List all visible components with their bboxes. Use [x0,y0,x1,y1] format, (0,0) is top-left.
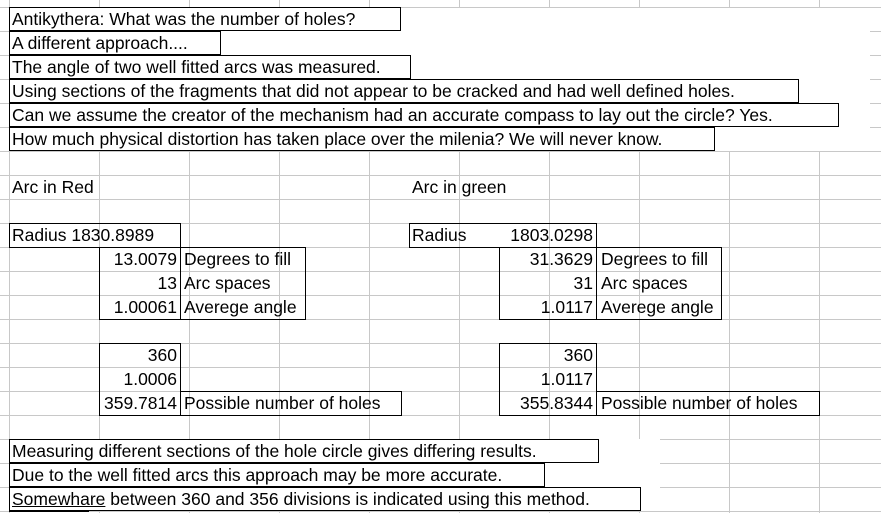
red-spaces-value[interactable]: 13 [157,273,177,293]
green-result-label[interactable]: Possible number of holes [601,393,798,413]
green-radius-label[interactable]: Radius [412,225,467,245]
conclusion-line-3-underlined: Somewhare [12,489,106,509]
red-avg-value[interactable]: 1.00061 [113,297,177,317]
red-result-label[interactable]: Possible number of holes [184,393,381,413]
red-avg-label[interactable]: Averege angle [184,297,297,317]
red-degrees-label[interactable]: Degrees to fill [184,249,291,269]
conclusion-line-3-rest: between 360 and 356 divisions is indicated using this method. [105,489,590,509]
green-degrees-label[interactable]: Degrees to fill [601,249,708,269]
conclusion-line-1[interactable]: Measuring different sections of the hole circle gives differing results. [12,441,537,461]
green-spaces-label[interactable]: Arc spaces [601,273,688,293]
green-full-circle[interactable]: 360 [563,345,593,365]
green-divisor[interactable]: 1.0117 [540,369,593,389]
green-radius-value[interactable]: 1803.0298 [510,225,593,245]
green-degrees-value[interactable]: 31.3629 [529,249,593,269]
red-arc-title[interactable]: Arc in Red [12,177,94,197]
green-arc-title[interactable]: Arc in green [412,177,507,197]
conclusion-line-2[interactable]: Due to the well fitted arcs this approach may be more accurate. [12,465,503,485]
red-full-circle[interactable]: 360 [147,345,177,365]
red-degrees-value[interactable]: 13.0079 [113,249,177,269]
conclusion-line-3[interactable] [12,487,590,511]
intro-line-1[interactable]: Antikythera: What was the number of holes? [12,9,356,29]
green-avg-label[interactable]: Averege angle [601,297,714,317]
green-spaces-value[interactable]: 31 [573,273,593,293]
red-radius[interactable]: Radius 1830.8989 [12,225,155,245]
green-result-value[interactable]: 355.8344 [520,393,593,413]
green-avg-value[interactable]: 1.0117 [540,297,593,317]
intro-line-5[interactable]: Can we assume the creator of the mechanism had an accurate compass to lay out the circle? Yes. [12,105,773,125]
red-spaces-label[interactable]: Arc spaces [184,273,271,293]
intro-line-3[interactable]: The angle of two well fitted arcs was measured. [12,57,381,77]
intro-line-6[interactable]: How much physical distortion has taken place over the milenia? We will never know. [12,129,663,149]
red-result-value[interactable]: 359.7814 [104,393,177,413]
red-divisor[interactable]: 1.0006 [123,369,177,389]
intro-line-2[interactable]: A different approach.... [12,33,188,53]
intro-line-4[interactable]: Using sections of the fragments that did not appear to be cracked and had well defined holes. [12,81,735,101]
